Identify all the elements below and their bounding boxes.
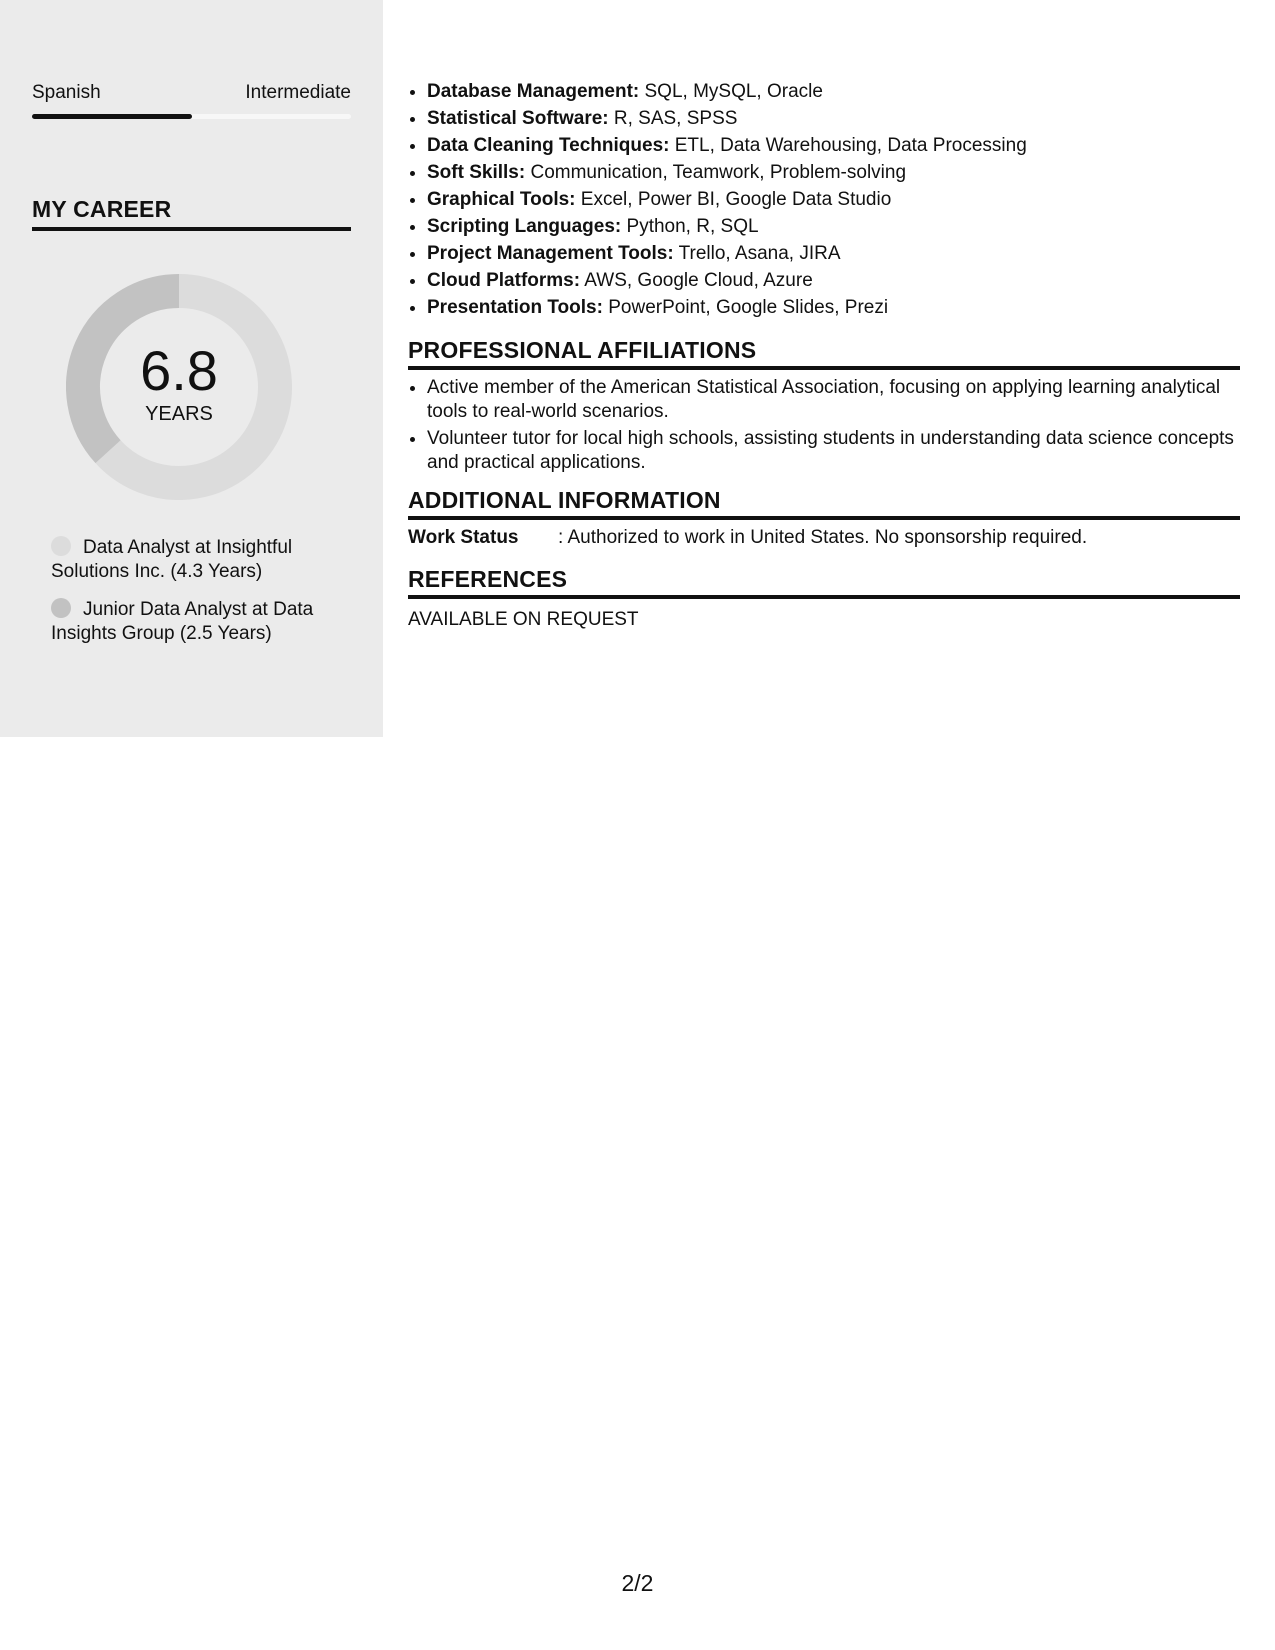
references-title: REFERENCES <box>408 566 1240 599</box>
career-total-unit: YEARS <box>145 402 213 425</box>
skill-item <box>427 105 1240 132</box>
skill-value: R, SAS, SPSS <box>608 108 738 129</box>
skill-label: Statistical Software: <box>427 108 609 129</box>
career-donut-center <box>66 274 292 500</box>
skill-label: Scripting Languages: <box>427 216 622 237</box>
skill-label: Data Cleaning Techniques: <box>427 135 670 156</box>
language-proficiency-fill <box>32 114 192 119</box>
career-legend-item <box>51 536 341 584</box>
skill-value: Excel, Power BI, Google Data Studio <box>575 189 892 210</box>
work-status-value: : Authorized to work in United States. No sponsorship required. <box>558 527 1088 548</box>
skill-value: ETL, Data Warehousing, Data Processing <box>669 135 1027 156</box>
career-item-text: Data Analyst at Insightful Solutions Inc. (4.3 Years) <box>51 537 293 582</box>
career-total-value: 6.8 <box>140 338 218 402</box>
language-name: Spanish <box>32 82 101 103</box>
skill-value: Trello, Asana, JIRA <box>673 243 841 264</box>
skill-label: Project Management Tools: <box>427 243 674 264</box>
skill-item <box>427 267 1240 294</box>
references-text: AVAILABLE ON REQUEST <box>408 609 639 630</box>
skill-value: SQL, MySQL, Oracle <box>639 81 823 102</box>
work-status-row <box>408 526 1240 550</box>
skill-item <box>427 240 1240 267</box>
skill-value: AWS, Google Cloud, Azure <box>580 270 813 291</box>
skill-item <box>427 132 1240 159</box>
skill-item <box>427 186 1240 213</box>
skill-label: Presentation Tools: <box>427 297 603 318</box>
skills-list <box>408 78 1240 321</box>
skill-label: Graphical Tools: <box>427 189 576 210</box>
career-legend-item <box>51 598 341 646</box>
career-item-text: Junior Data Analyst at Data Insights Group (2.5 Years) <box>51 599 314 644</box>
skill-item <box>427 294 1240 321</box>
sidebar <box>0 0 383 737</box>
skill-value: PowerPoint, Google Slides, Prezi <box>602 297 889 318</box>
skill-label: Soft Skills: <box>427 162 526 183</box>
additional-info-title: ADDITIONAL INFORMATION <box>408 487 1240 520</box>
affiliations-title: PROFESSIONAL AFFILIATIONS <box>408 337 1240 370</box>
affiliations-section <box>408 337 1240 475</box>
work-status-label: Work Status <box>408 527 519 548</box>
skill-label: Cloud Platforms: <box>427 270 581 291</box>
skill-item <box>427 213 1240 240</box>
career-donut-chart <box>66 274 292 500</box>
career-heading: MY CAREER <box>32 196 351 231</box>
language-level: Intermediate <box>245 82 351 103</box>
skill-item <box>427 78 1240 105</box>
page-number: 2/2 <box>621 1570 654 1596</box>
skill-item <box>427 159 1240 186</box>
skill-value: Python, R, SQL <box>621 216 759 237</box>
skill-value: Communication, Teamwork, Problem-solving <box>525 162 907 183</box>
legend-dot-icon <box>51 536 71 556</box>
language-proficiency-bar <box>32 114 351 119</box>
language-row <box>32 82 351 104</box>
additional-info-section <box>408 487 1240 550</box>
legend-dot-icon <box>51 598 71 618</box>
affiliation-item: • Active member of the American Statistical Association, focusing on applying learning analytical tools to real-world scenarios. <box>427 376 1240 424</box>
career-legend <box>51 536 341 660</box>
affiliation-item: • Volunteer tutor for local high schools, assisting students in understanding data science concepts and practical applications. <box>427 427 1240 475</box>
skill-label: Database Management: <box>427 81 640 102</box>
references-section <box>408 566 1240 631</box>
affiliations-list <box>408 376 1240 475</box>
main-content <box>408 78 1240 631</box>
